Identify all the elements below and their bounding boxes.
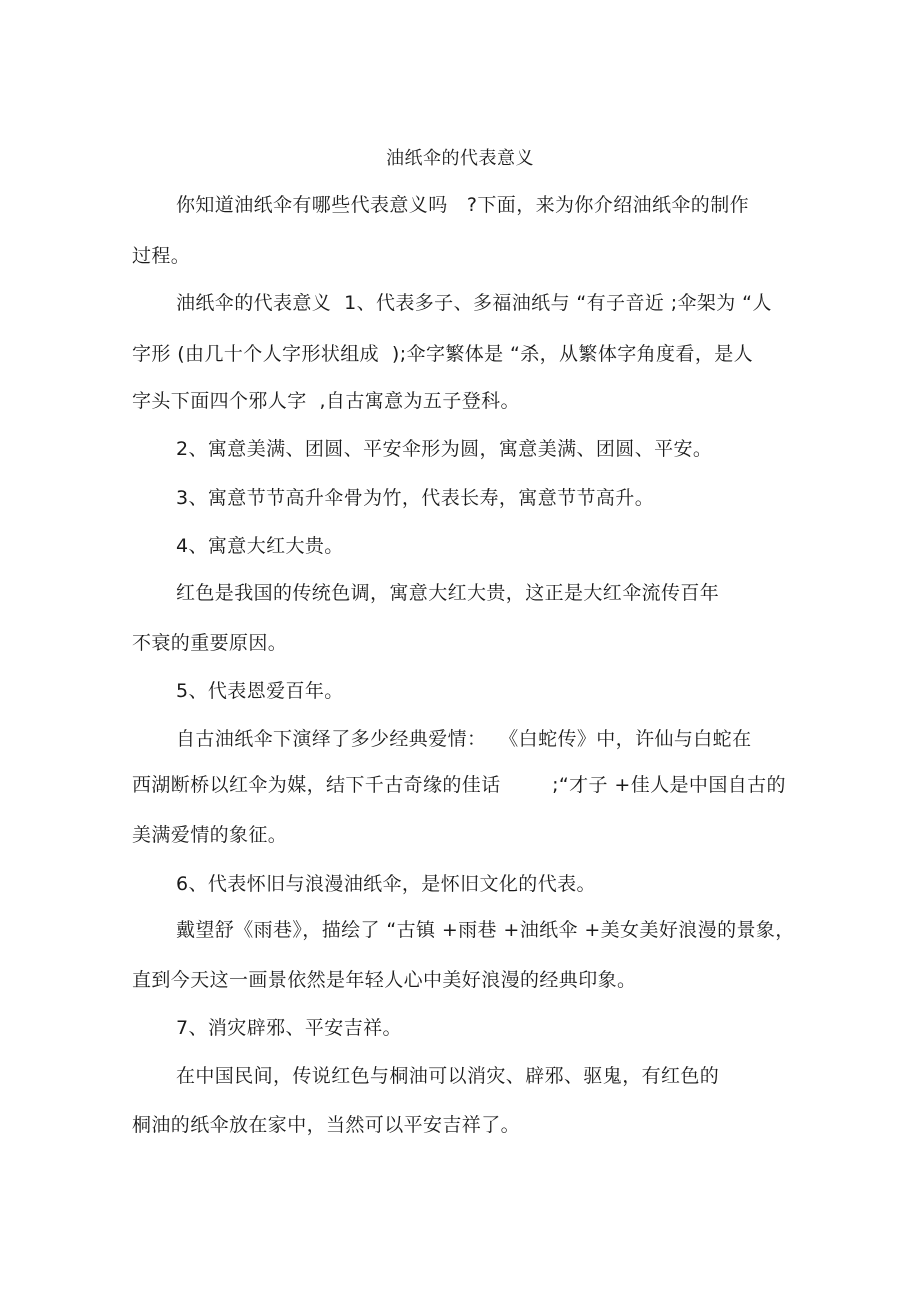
- paragraph-line: 字形 (由几十个人字形状组成 );伞字繁体是 “杀，从繁体字角度看，是人: [132, 343, 754, 365]
- paragraph-line: 油纸伞的代表意义 1、代表多子、多福油纸与 “有子音近 ;伞架为 “人: [176, 292, 772, 314]
- paragraph-line: 不衰的重要原因。: [132, 632, 288, 654]
- document-title: 油纸伞的代表意义: [386, 148, 534, 169]
- paragraph-line: 西湖断桥以红伞为媒，结下千古奇缘的佳话 ;“才子 +佳人是中国自古的: [132, 774, 786, 796]
- paragraph-line: 4、寓意大红大贵。: [176, 535, 344, 557]
- paragraph-line: 7、消灾辟邪、平安吉祥。: [176, 1017, 402, 1039]
- paragraph-line: 字头下面四个邪人字 ,自古寓意为五子登科。: [132, 390, 520, 412]
- paragraph-line: 过程。: [132, 245, 191, 267]
- paragraph-line: 在中国民间，传说红色与桐油可以消灾、辟邪、驱鬼，有红色的: [176, 1065, 720, 1087]
- paragraph-line: 桐油的纸伞放在家中，当然可以平安吉祥了。: [132, 1114, 521, 1136]
- paragraph-line: 红色是我国的传统色调，寓意大红大贵，这正是大红伞流传百年: [176, 582, 720, 604]
- paragraph-line: 直到今天这一画景依然是年轻人心中美好浪漫的经典印象。: [132, 969, 637, 991]
- paragraph-line: 你知道油纸伞有哪些代表意义吗 ?下面，来为你介绍油纸伞的制作: [176, 194, 750, 216]
- paragraph-line: 6、代表怀旧与浪漫油纸伞，是怀旧文化的代表。: [176, 873, 596, 895]
- paragraph-line: 自古油纸伞下演绎了多少经典爱情： 《白蛇传》中，许仙与白蛇在: [176, 728, 752, 750]
- paragraph-line: 3、寓意节节高升伞骨为竹，代表长寿，寓意节节高升。: [176, 487, 655, 509]
- paragraph-line: 5、代表恩爱百年。: [176, 680, 344, 702]
- paragraph-line: 美满爱情的象征。: [132, 824, 288, 846]
- paragraph-line: 戴望舒《雨巷》，描绘了 “古镇 +雨巷 +油纸伞 +美女美好浪漫的景象，: [176, 919, 795, 941]
- paragraph-line: 2、寓意美满、团圆、平安伞形为圆，寓意美满、团圆、平安。: [176, 438, 713, 460]
